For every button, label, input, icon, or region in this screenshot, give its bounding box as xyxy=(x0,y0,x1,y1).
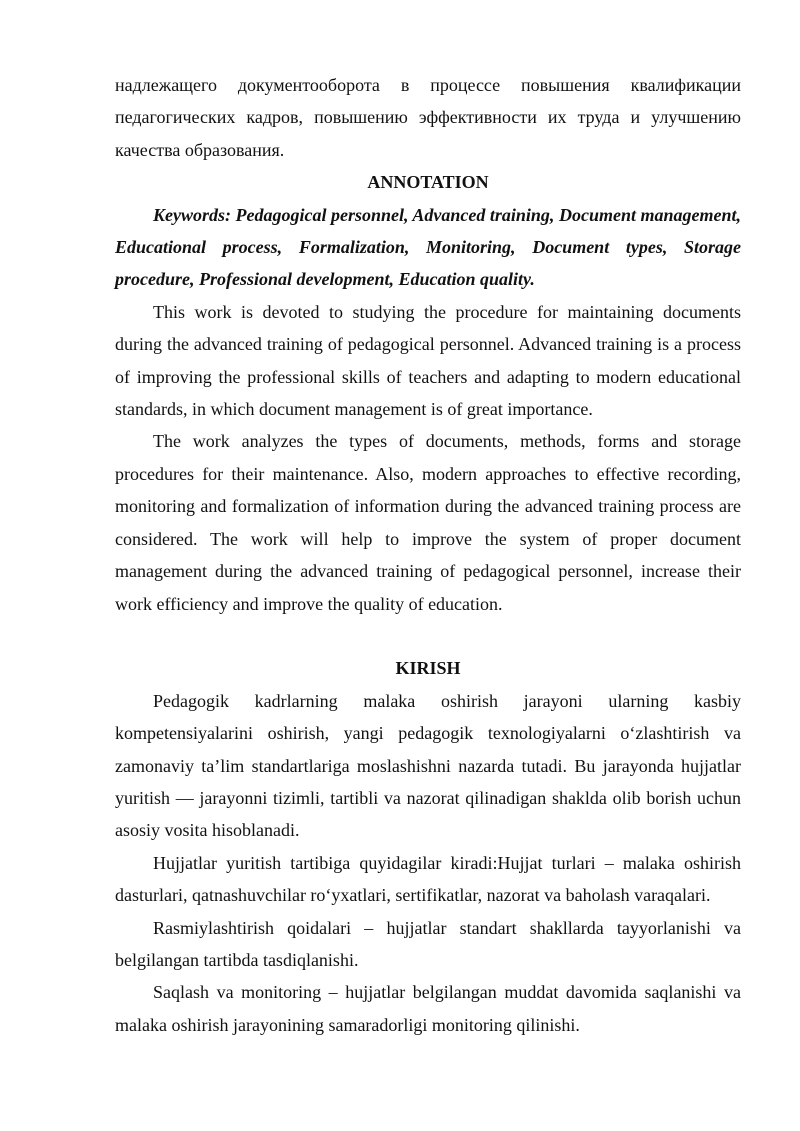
kirish-paragraph-1: Pedagogik kadrlarning malaka oshirish jarayoni ularning kasbiy kompetensiyalarini oshirish, yangi pedagogik texnologiyalarni o‘zlashtirish va zamonaviy ta’lim standartlariga moslashishni nazarda tutadi. Bu jarayonda hujjatlar yuritish — jarayonni tizimli, tartibli va nazorat qilinadigan shaklda olib borish uchun asosiy vosita hisoblanadi. xyxy=(115,690,741,841)
intro-paragraph: надлежащего документооборота в процессе повышения квалификации педагогических кадров, повышению эффективности их труда и улучшению качества образования. xyxy=(115,75,741,160)
kirish-heading: KIRISH xyxy=(395,658,461,679)
annotation-paragraph-2: The work analyzes the types of documents, methods, forms and storage procedures for their maintenance. Also, modern approaches to effective recording, monitoring and formalization of information during the advanced training process are considered. The work will help to improve the system of proper document management during the advanced training of pedagogical personnel, increase their work efficiency and improve the quality of education. xyxy=(115,431,741,614)
keywords-paragraph: Keywords: Pedagogical personnel, Advanced training, Document management, Educational process, Formalization, Monitoring, Document types, Storage procedure, Professional development, Education quality. xyxy=(115,204,741,290)
kirish-paragraph-2: Hujjatlar yuritish tartibiga quyidagilar kiradi:Hujjat turlari – malaka oshirish dasturlari, qatnashuvchilar ro‘yxatlari, sertifikatlar, nazorat va baholash varaqalari. xyxy=(115,852,741,906)
annotation-heading: ANNOTATION xyxy=(367,172,489,193)
section-spacer xyxy=(115,620,741,652)
document-page xyxy=(115,69,741,1041)
kirish-paragraph-4: Saqlash va monitoring – hujjatlar belgilangan muddat davomida saqlanishi va malaka oshirish jarayonining samaradorligi monitoring qilinishi. xyxy=(115,982,741,1035)
annotation-paragraph-1: This work is devoted to studying the procedure for maintaining documents during the advanced training of pedagogical personnel. Advanced training is a process of improving the professional skills of teachers and adapting to modern educational standards, in which document management is of great importance. xyxy=(115,301,741,420)
kirish-paragraph-3: Rasmiylashtirish qoidalari – hujjatlar standart shakllarda tayyorlanishi va belgilangan tartibda tasdiqlanishi. xyxy=(115,917,741,970)
